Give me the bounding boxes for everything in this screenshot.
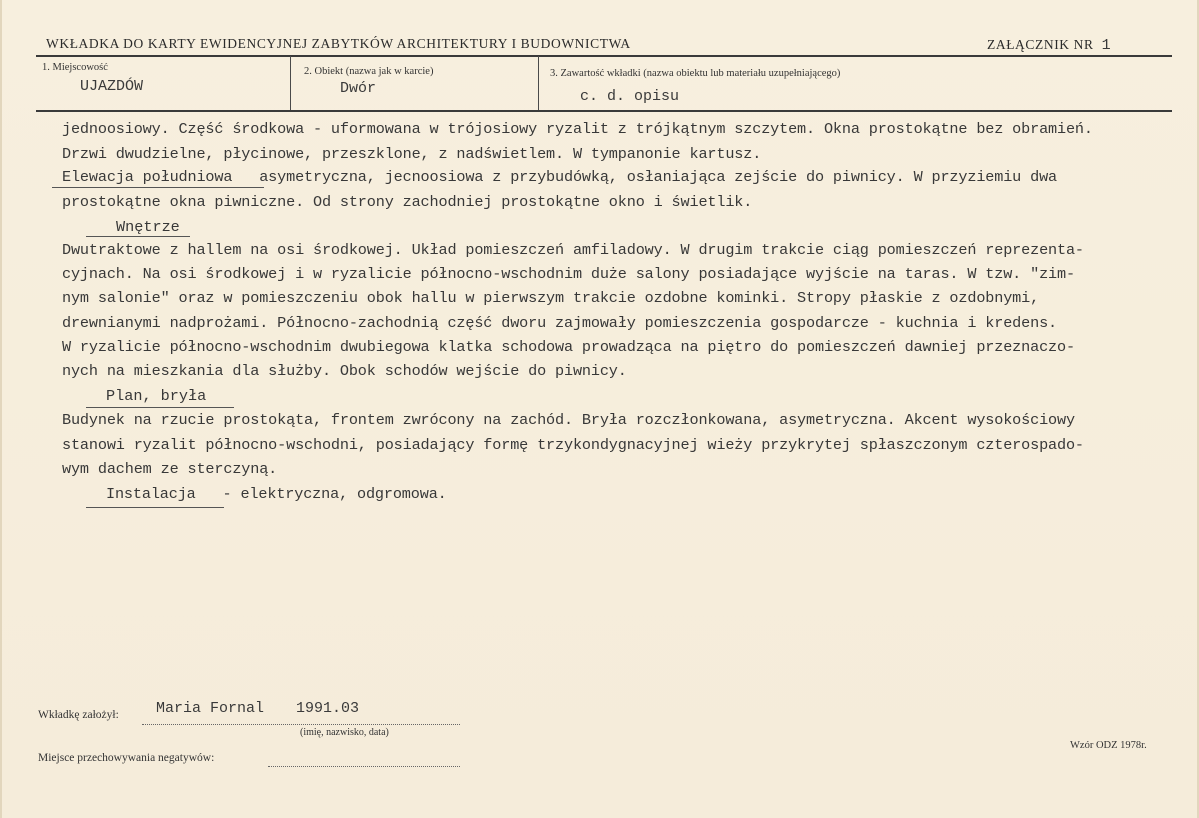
created-date: 1991.03: [296, 700, 360, 717]
locality-label: 1. Miejscowość: [42, 62, 108, 73]
body-line: stanowi ryzalit północno-wschodni, posiadający formę trzykondygnacyjnej wieży przykrytej spłaszczonym czterospado-: [62, 436, 1084, 454]
form-code: Wzór ODZ 1978r.: [1070, 740, 1147, 751]
heading-underline: [86, 236, 190, 237]
body-line: nych na mieszkania dla służby. Obok schodów wejście do piwnicy.: [62, 362, 627, 380]
created-by-hint: (imię, nazwisko, data): [300, 727, 389, 738]
body-line: Dwutraktowe z hallem na osi środkowej. Układ pomieszczeń amfiladowy. W drugim trakcie ciąg pomieszczeń reprezenta-: [62, 241, 1084, 259]
body-line: jednoosiowy. Część środkowa - uformowana w trójosiowy ryzalit z trójkątnym szczytem. Okna prostokątne bez obramień.: [62, 120, 1093, 138]
body-line: Drzwi dwudzielne, płycinowe, przeszklone, z nadświetlem. W tympanonie kartusz.: [62, 145, 762, 163]
annex-number: 1: [1101, 37, 1112, 54]
body-line: drewnianymi nadprożami. Północno-zachodnią część dworu zajmowały pomieszczenia gospodarcze - kuchnia i kredens.: [62, 314, 1058, 332]
body-line: nym salonie" oraz w pomieszczeniu obok hallu w pierwszym trakcie ozdobne kominki. Stropy płaskie z ozdobnymi,: [62, 289, 1040, 307]
created-by-line: [142, 724, 460, 725]
heading-underline: [86, 407, 234, 408]
content-label: 3. Zawartość wkładki (nazwa obiektu lub materiału uzupełniającego): [550, 68, 841, 79]
content-value: c. d. opisu: [580, 88, 680, 105]
field-divider-2: [538, 56, 539, 110]
section-heading-interior: Wnętrze: [116, 218, 180, 236]
field-divider-1: [290, 56, 291, 110]
object-value: Dwór: [340, 80, 377, 97]
body-line: cyjnach. Na osi środkowej i w ryzalicie północno-wschodnim duże salony posiadające wyjście na taras. W tzw. "zim-: [62, 265, 1075, 283]
body-line: Elewacja południowa asymetryczna, jecnoosiowa z przybudówką, osłaniająca zejście do piwnicy. W przyziemiu dwa: [62, 168, 1058, 186]
annex-label: [987, 37, 1111, 54]
heading-underline: [52, 187, 264, 188]
body-line: prostokątne okna piwniczne. Od strony zachodniej prostokątne okno i świetlik.: [62, 193, 753, 211]
created-by-label: Wkładkę założył:: [38, 709, 119, 721]
body-line: W ryzalicie północno-wschodnim dwubiegowa klatka schodowa prowadząca na piętro do pomieszczeń dawniej przeznaczo-: [62, 338, 1075, 356]
body-line: Budynek na rzucie prostokąta, frontem zwrócony na zachód. Bryła rozczłonkowana, asymetryczna. Akcent wysokościowy: [62, 411, 1075, 429]
annex-label-text: ZAŁĄCZNIK NR: [987, 37, 1094, 52]
locality-value: UJAZDÓW: [80, 78, 144, 95]
negatives-line: [268, 766, 460, 767]
body-line: Instalacja - elektryczna, odgromowa.: [106, 485, 447, 503]
fields-bottom-rule: [36, 110, 1172, 112]
created-by-name: Maria Fornal: [156, 700, 265, 717]
negatives-label: Miejsce przechowywania negatywów:: [38, 752, 215, 764]
body-line: wym dachem ze sterczyną.: [62, 460, 278, 478]
header-rule: [36, 55, 1172, 57]
section-heading-plan: Plan, bryła: [106, 387, 207, 405]
object-label: 2. Obiekt (nazwa jak w karcie): [304, 66, 434, 77]
heading-underline: [86, 507, 224, 508]
form-title: WKŁADKA DO KARTY EWIDENCYJNEJ ZABYTKÓW ARCHITEKTURY I BUDOWNICTWA: [46, 36, 631, 51]
